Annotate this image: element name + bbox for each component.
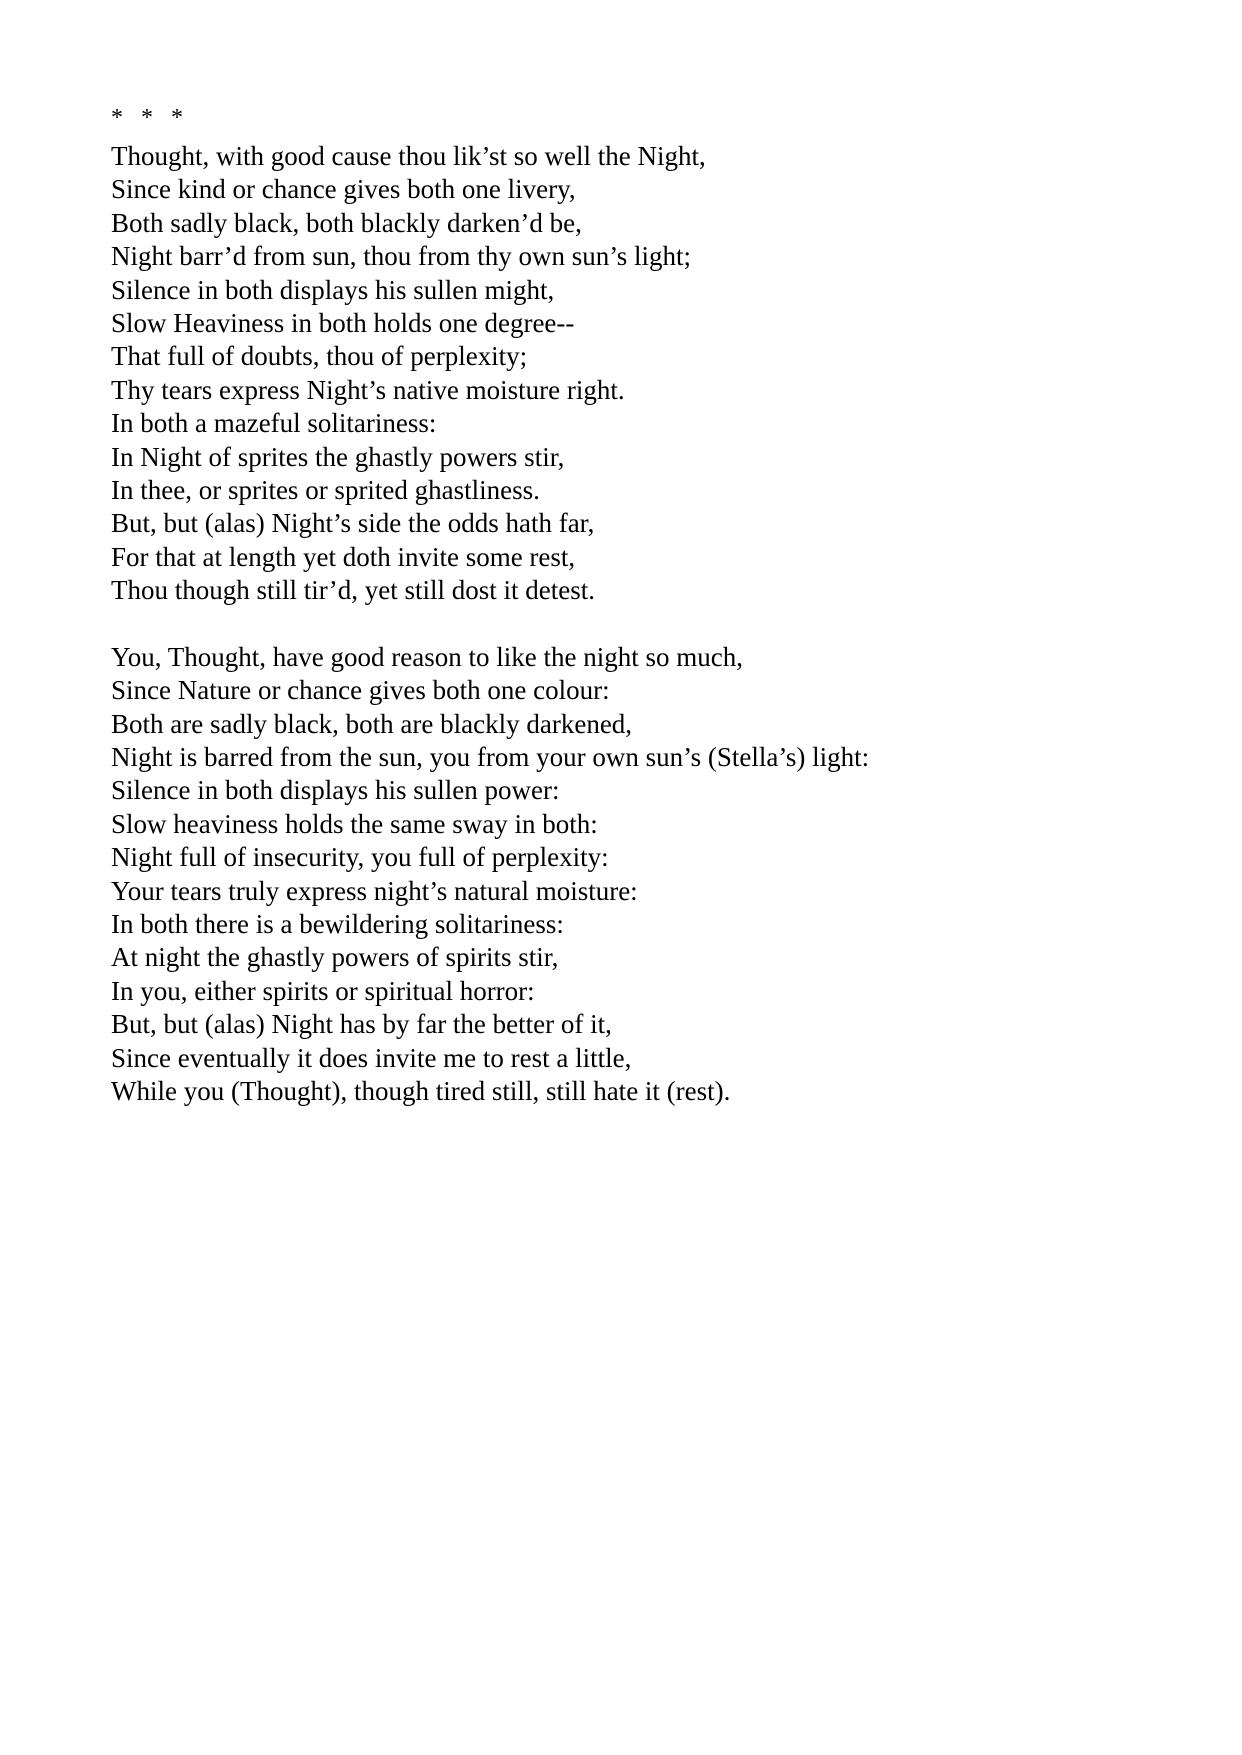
paraphrase-line: You, Thought, have good reason to like the night so much, (111, 641, 743, 672)
original-stanza (111, 140, 1171, 608)
poem-line: Since kind or chance gives both one livery, (111, 174, 576, 205)
section-separator: * * * (111, 105, 189, 131)
paraphrase-line: But, but (alas) Night has by far the better of it, (111, 1009, 612, 1040)
poem-line: That full of doubts, thou of perplexity; (111, 341, 528, 372)
poem-line: In Night of sprites the ghastly powers stir, (111, 441, 565, 472)
poem-line: Thy tears express Night’s native moisture right. (111, 374, 625, 405)
poem-line: Night barr’d from sun, thou from thy own sun’s light; (111, 241, 691, 272)
paraphrase-line: Your tears truly express night’s natural moisture: (111, 875, 638, 906)
document-page (111, 104, 1171, 1108)
paraphrase-line: Slow heaviness holds the same sway in both: (111, 808, 598, 839)
paraphrase-line: Night full of insecurity, you full of perplexity: (111, 842, 609, 873)
paraphrase-line: Both are sadly black, both are blackly darkened, (111, 708, 633, 739)
poem-line: Thou though still tir’d, yet still dost it detest. (111, 575, 595, 606)
poem-line: In both a mazeful solitariness: (111, 408, 437, 439)
poem-line: But, but (alas) Night’s side the odds hath far, (111, 508, 595, 539)
poem-line: In thee, or sprites or sprited ghastliness. (111, 475, 540, 506)
poem-line: For that at length yet doth invite some rest, (111, 541, 576, 572)
paraphrase-line: While you (Thought), though tired still, still hate it (rest). (111, 1075, 731, 1106)
paraphrase-line: Since eventually it does invite me to rest a little, (111, 1042, 632, 1073)
paraphrase-line: Silence in both displays his sullen power: (111, 775, 560, 806)
poem-line: Slow Heaviness in both holds one degree-- (111, 308, 575, 339)
paraphrase-line: At night the ghastly powers of spirits stir, (111, 942, 559, 973)
paraphrase-line: Night is barred from the sun, you from your own sun’s (Stella’s) light: (111, 741, 870, 772)
paraphrase-line: In you, either spirits or spiritual horror: (111, 975, 535, 1006)
paraphrase-line: In both there is a bewildering solitariness: (111, 908, 564, 939)
modern-paraphrase-stanza (111, 641, 1171, 1109)
poem-line: Silence in both displays his sullen might, (111, 274, 555, 305)
poem-line: Both sadly black, both blackly darken’d be, (111, 207, 582, 238)
poem-line: Thought, with good cause thou lik’st so well the Night, (111, 141, 706, 171)
paraphrase-line: Since Nature or chance gives both one colour: (111, 675, 610, 706)
